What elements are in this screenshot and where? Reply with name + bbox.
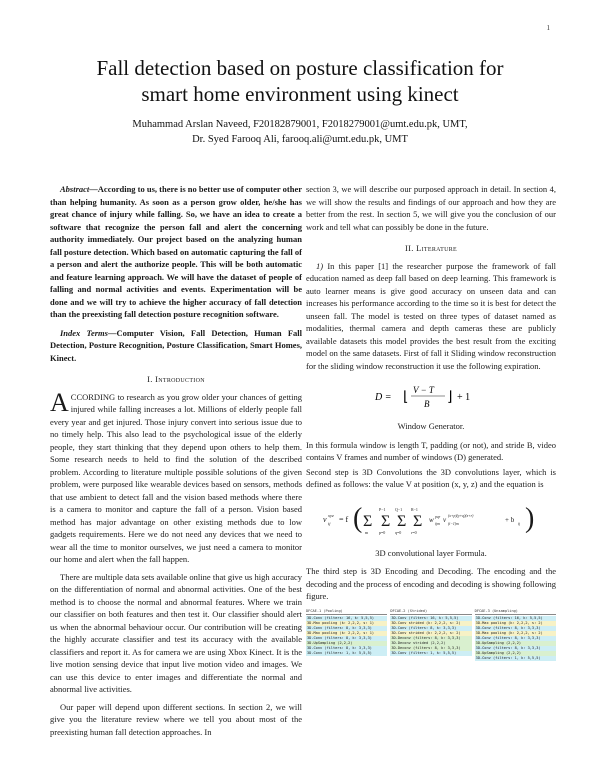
- abstract: [50, 183, 302, 321]
- title-line-2: smart home environment using kinect: [141, 82, 459, 106]
- equation-2-caption: 3D convolutional layer Formula.: [375, 547, 487, 558]
- svg-text:ij: ij: [328, 520, 331, 526]
- svg-text:v: v: [443, 515, 447, 524]
- figure-row: 3D-Conv (filters: 1, k: 5,5,5): [475, 656, 556, 661]
- figure-row: 3D-Deconv (filters: 8, k: 3,3,3): [390, 646, 471, 651]
- svg-text:xyz: xyz: [328, 512, 334, 518]
- figure-row: 3D-Conv (filters: 1, k: 5,5,5): [390, 651, 471, 656]
- author-line-1: Muhammad Arslan Naveed, F2018287900​1, F2018279001@umt.edu.pk, UMT,: [132, 119, 468, 130]
- figure-row: 3D-UpSampling (2,2,2): [475, 641, 556, 646]
- eq1-numerator: V − T: [413, 385, 434, 395]
- svg-text:p=0: p=0: [379, 529, 386, 535]
- figure-row: 3D-Deconv (filters: 8, k: 3,3,3): [390, 636, 471, 641]
- svg-text:(x+p)(y+q)(z+r): (x+p)(y+q)(z+r): [448, 513, 474, 518]
- svg-text:w: w: [429, 515, 434, 524]
- intro-paragraph-2: There are multiple data sets available online that give us high accuracy on the differentiation of normal and abnormal activities. One of the best method is to choose the normal and abnormal features. Where we train our classifier on both features and then test it. Our classifier should alert us when the abnormal behaviour occur. Our contribution will be creating the highly accurate classifier and test its accuracy with the available classifiers and report it. As for camera we are using Xbox Kinect. It is the live motion sensing device that input live motion video and images. We can use this device to enter images and differentiate the normal and abnormal live activities.: [50, 571, 302, 694]
- intro-paragraph-1-text: CCORDING to research as you grow older your chances of getting injured while falling increases a lot. Millions of elderly people fall every year and get injured. Those injury convert into serious issue due to no timely help. This also lead to the psychological issue of the elderly people, they start thinking that they depend upon others to help them. Some research needs to held to find the solution of the described problem. According to literature multiple possible solutions of the given problem, were purposed like wearable devices based on sensors, methods that use ambient to detect fall and the vision based methods where there is a camera to monitor and capture the fall of a person. Vision based method has major advantage on other existing methods due to low gadgets requirements. Here we do not need any devices that we need to wear all the time to monitor ourselves, we just need a camera to monitor our home and alert when the fall happen.: [50, 391, 302, 564]
- figure-row: 3D-UpSampling (2,2,2): [306, 641, 387, 646]
- index-terms: [50, 327, 302, 365]
- svg-text:r=0: r=0: [411, 529, 417, 535]
- figure-row: 3D-Conv (filters: 8, k: 3,3,3): [475, 626, 556, 631]
- abstract-label: Abstract: [60, 184, 90, 194]
- figure-row: 3D-Conv (filters: 16, k: 5,5,5): [390, 616, 471, 621]
- index-terms-label: Index Terms: [60, 327, 108, 338]
- intro-paragraph-1: [50, 387, 302, 566]
- eq1-tail: + 1: [457, 392, 471, 403]
- svg-text:R−1: R−1: [411, 506, 418, 512]
- literature-item-number: 1): [316, 260, 324, 271]
- svg-text:(: (: [353, 502, 363, 534]
- eq1-floor-left: ⌊: [403, 390, 409, 405]
- figure-row: 3D-Max pooling (k: 2,2,2, s: 1): [306, 631, 387, 636]
- eq1-denominator: B: [424, 399, 430, 409]
- right-paragraph-4: The third step is 3D Encoding and Decoding. The encoding and the decoding and the process of encoding and decoding is showing following figure.: [306, 566, 556, 601]
- right-paragraph-2: In this formula window is length T, padding (or not), and stride B, video contains V frames and number of windows (D) generated.: [306, 439, 556, 462]
- eq1-lhs: D =: [375, 392, 392, 403]
- right-paragraph-1: section 3, we will describe our purposed approach in detail. In section 4, we will show the results and findings of our approach and how they are better from the rest. In section 5, we will give you the conclusion of our work and tell what can possibly be done in the future.: [306, 184, 556, 232]
- figure-row: 3D-UpSampling (2,2,2): [475, 651, 556, 656]
- svg-text:Σ: Σ: [363, 512, 373, 530]
- drop-cap: A: [50, 387, 69, 417]
- right-paragraph-3: Second step is 3D Convolutions the 3D convolutions layer, which is defined as follows: the value V at position (x, y, z) and the equation is: [306, 466, 556, 489]
- svg-text:Σ: Σ: [381, 512, 391, 530]
- eq1-floor-right: ⌋: [447, 390, 453, 405]
- literature-paragraph-1: [306, 260, 556, 373]
- svg-text:v: v: [323, 514, 327, 524]
- figure-row: 3D-Deconv strided (2,2,2): [390, 641, 471, 646]
- equation-1-caption: Window Generator.: [397, 421, 465, 431]
- figure-row: 3D-Conv (filters: 8, k: 3,3,3): [306, 646, 387, 651]
- window-generator-equation: [371, 378, 491, 414]
- encoder-decoder-figure: [306, 609, 556, 661]
- svg-text:P−1: P−1: [379, 506, 386, 512]
- intro-paragraph-3: Our paper will depend upon different sections. In section 2, we will give you the literature review where we tell you about most of the preexisting human fall detection approaches. In: [50, 701, 302, 737]
- literature-paragraph-1-text: In this paper [1] the researcher purpose the framework of fall education named as deep fall based on deep learning. This framework is auto learner means is give good accuracy on unseen data and can increases his performance according to the time so it is best for detect the unseen fall. The model is tested on three types of dataset named as modalities, thermal camera and depth cameras these are publicly available datasets this model provides the best result from the exciting model on the same datasets. First of fall it Sliding window reconstruction for the sliding window reconstruction it use the following expiration.: [306, 260, 556, 371]
- figure-column-header: DFCAE-2 (Strided): [390, 609, 471, 615]
- svg-text:): ): [525, 502, 535, 534]
- figure-row: 3D-Conv (filters: 8, k: 3,3,3): [306, 626, 387, 631]
- figure-row: 3D-Conv strided (k: 2,2,2, s: 2): [390, 631, 471, 636]
- 3d-convolution-equation: [321, 497, 541, 541]
- figure-row: 3D-Conv (filters: 1, k: 5,5,5): [306, 651, 387, 656]
- svg-text:ij: ij: [518, 521, 521, 526]
- paper-title: [40, 55, 560, 107]
- section-heading-literature: II. Literature: [405, 243, 457, 253]
- figure-row: 3D-Max pooling (k: 2,2,2, s: 1): [306, 621, 387, 626]
- figure-column-upsampling: [475, 609, 556, 661]
- figure-column-strided: [390, 609, 471, 661]
- figure-row: 3D-Conv (filters: 8, k: 3,3,3): [475, 646, 556, 651]
- figure-row: 3D-Conv (filters: 8, k: 3,3,3): [390, 626, 471, 631]
- svg-text:pqr: pqr: [435, 514, 441, 519]
- figure-row: 3D-Max pooling (k: 2,2,2, s: 2): [475, 621, 556, 626]
- figure-column-header: DFCAE-3 (Unsampling): [475, 609, 556, 615]
- svg-text:Σ: Σ: [413, 512, 423, 530]
- figure-row: 3D-Max pooling (k: 2,2,2, s: 2): [475, 631, 556, 636]
- figure-row: 3D-Conv (filters: 16, k: 5,5,5): [475, 616, 556, 621]
- author-block: [40, 117, 560, 147]
- figure-row: 3D-Conv (filters: 8, k: 3,3,3): [306, 636, 387, 641]
- svg-text:Q−1: Q−1: [395, 506, 403, 512]
- svg-text:m: m: [365, 529, 369, 535]
- title-line-1: Fall detection based on posture classification for: [96, 56, 504, 80]
- left-column: [50, 183, 302, 738]
- figure-row: 3D-Conv (filters: 16, k: 5,5,5): [306, 616, 387, 621]
- figure-column-pooling: [306, 609, 387, 661]
- abstract-text: —According to us, there is no better use of computer other than helping humanity. As soon as a person grow older, he/she has great chance of injury while falling. So, we have an idea to create a software that recognize the person fall and alert the concerning authority immediately. Our project based on the analyzing human fall posture detection. Which based on automatic capturing the fall of a person and alert the authorize people. This will be both automatic and feature learning approach. We will have the dataset of people of falling and normal activities and events. Experimentation will be done and we will try to achieve the higher accuracy of fall detection than the preexisting fall detection posture recognition software.: [50, 184, 302, 319]
- svg-text:ijm: ijm: [435, 521, 440, 526]
- svg-text:Σ: Σ: [397, 512, 407, 530]
- section-heading-introduction: I. Introduction: [147, 374, 205, 384]
- svg-text:(i−1)m: (i−1)m: [448, 521, 459, 526]
- figure-row: 3D-Conv strided (k: 2,2,2, s: 2): [390, 621, 471, 626]
- svg-text:= f: = f: [339, 514, 349, 524]
- index-terms-text: —Computer Vision, Fall Detection, Human Fall Detection, Posture Recognition, Posture Classification, Smart Homes, Kinect.: [50, 327, 302, 363]
- svg-text:+ b: + b: [505, 515, 515, 524]
- page-number: 1: [546, 24, 550, 32]
- svg-text:q=0: q=0: [395, 529, 402, 535]
- figure-column-header: DFCAE-1 (Pooling): [306, 609, 387, 615]
- author-line-2: Dr. Syed Farooq Ali, farooq.ali@umt.edu.pk, UMT: [192, 134, 408, 145]
- right-column: [306, 183, 556, 661]
- figure-row: 3D-Conv (filters: 8, k: 3,3,3): [475, 636, 556, 641]
